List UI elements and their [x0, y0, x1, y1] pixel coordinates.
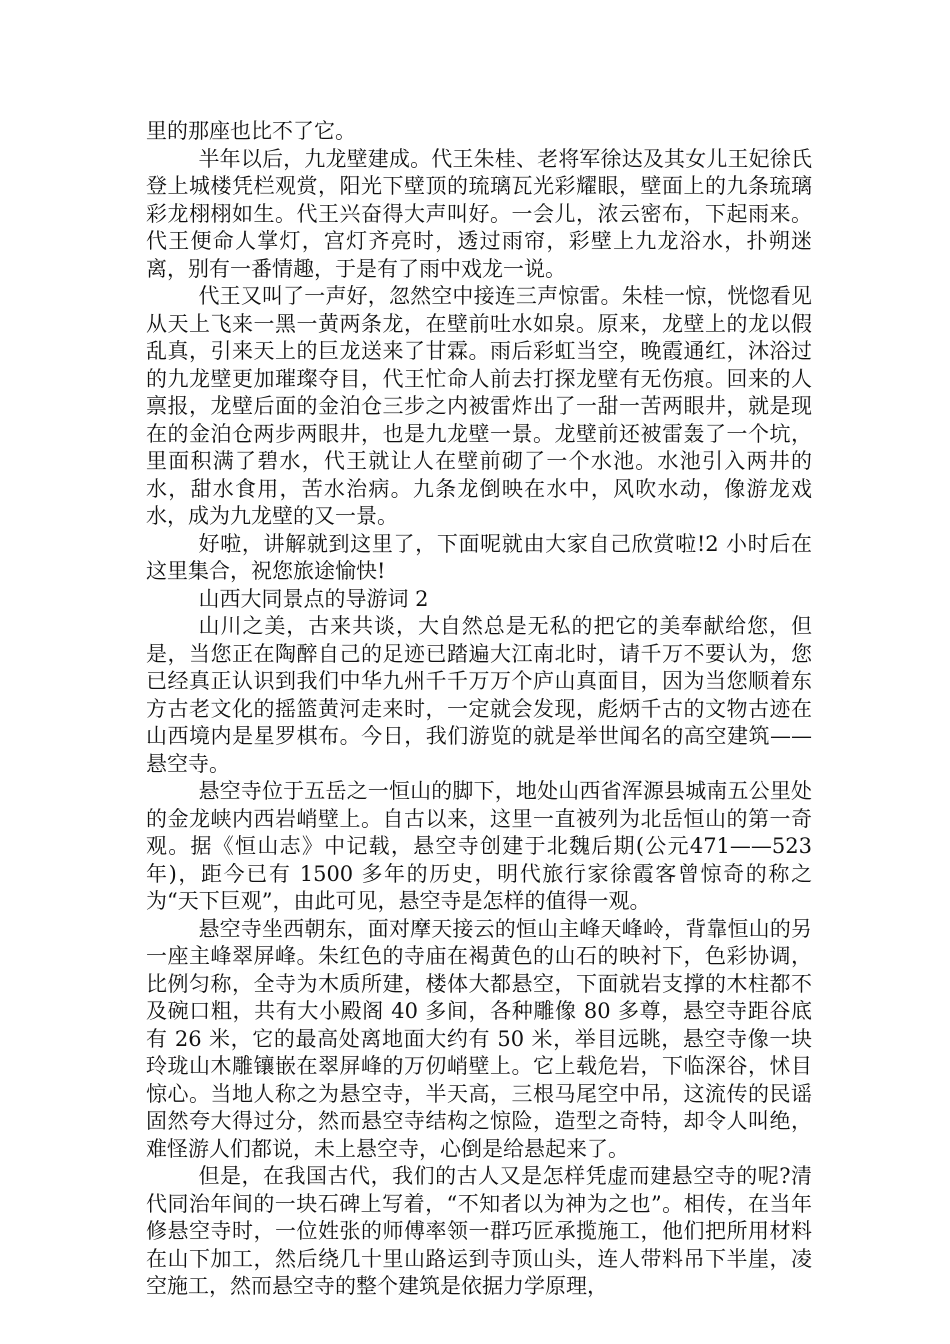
paragraph-7: 悬空寺坐西朝东，面对摩天接云的恒山主峰天峰岭，背靠恒山的另一座主峰翠屏峰。朱红色的寺庙在褐黄色的山石的映衬下，色彩协调，比例匀称，全寺为木质所建，楼体大都悬空，下面就岩支撑的木柱都不及碗口粗，共有大小殿阁 40 多间，各种雕像 80 多尊，悬空寺距谷底有 26 米，它的最高处离地面大约有 50 米，举目远眺，悬空寺像一块玲珑山木雕镶嵌在翠屏峰的万仞峭壁上。它上载危岩，下临深谷，怵目惊心。当地人称之为悬空寺，半天高，三根马尾空中吊，这流传的民谣固然夸大得过分，然而悬空寺结构之惊险，造型之奇特，却令人叫绝，难怪游人们都说，未上悬空寺，心倒是给悬起来了。 [146, 916, 812, 1161]
paragraph-2: 半年以后，九龙壁建成。代王朱桂、老将军徐达及其女儿王妃徐氏登上城楼凭栏观赏，阳光下壁顶的琉璃瓦光彩耀眼，壁面上的九条琉璃彩龙栩栩如生。代王兴奋得大声叫好。一会儿，浓云密布，下起雨来。代王便命人掌灯，宫灯齐亮时，透过雨帘，彩壁上九龙浴水，扑朔迷离，别有一番情趣，于是有了雨中戏龙一说。 [146, 146, 812, 281]
paragraph-3: 代王又叫了一声好，忽然空中接连三声惊雷。朱桂一惊，恍惚看见从天上飞来一黑一黄两条龙，在壁前吐水如泉。原来，龙壁上的龙以假乱真，引来天上的巨龙送来了甘霖。雨后彩虹当空，晚霞通红，沐浴过的九龙壁更加璀璨夺目，代王忙命人前去打探龙壁有无伤痕。回来的人禀报，龙壁后面的金泊仓三步之内被雷炸出了一甜一苦两眼井，就是现在的金泊仓两步两眼井，也是九龙壁一景。龙壁前还被雷轰了一个坑，里面积满了碧水，代王就让人在壁前砌了一个水池。水池引入两井的水，甜水食用，苦水治病。九条龙倒映在水中，风吹水动，像游龙戏水，成为九龙壁的又一景。 [146, 284, 812, 528]
section-title: 山西大同景点的导游词 2 [198, 586, 429, 611]
document-page [146, 118, 819, 1301]
paragraph-8: 但是，在我国古代，我们的古人又是怎样凭虚而建悬空寺的呢?清代同治年间的一块石碑上写着，“不知者以为神为之也”。相传，在当年修悬空寺时，一位姓张的师傅率领一群巧匠承揽施工，他们把所用材料在山下加工，然后绕几十里山路运到寺顶山头，连人带料吊下半崖，凌空施工，然而悬空寺的整个建筑是依据力学原理， [146, 1164, 812, 1298]
paragraph-1: 里的那座也比不了它。 [146, 119, 356, 143]
paragraph-6: 悬空寺位于五岳之一恒山的脚下，地处山西省浑源县城南五公里处的金龙峡内西岩峭壁上。自古以来，这里一直被列为北岳恒山的第一奇观。据《恒山志》中记载，悬空寺创建于北魏后期(公元471——523 年)，距今已有 1500 多年的历史，明代旅行家徐霞客曾惊奇的称之为“天下巨观”，由此可见，悬空寺是怎样的值得一观。 [146, 779, 819, 913]
paragraph-4: 好啦，讲解就到这里了，下面呢就由大家自己欣赏啦!2 小时后在这里集合，祝您旅途愉快! [146, 531, 812, 583]
paragraph-5: 山川之美，古来共谈，大自然总是无私的把它的美奉献给您，但是，当您正在陶醉自己的足迹已踏遍大江南北时，请千万不要认为，您已经真正认识到我们中华九州千千万万个庐山真面目，因为当您顺着东方古老文化的摇篮黄河走来时，一定就会发现，彪炳千古的文物古迹在山西境内是星罗棋布。今日，我们游览的就是举世闻名的高空建筑——悬空寺。 [146, 614, 812, 776]
